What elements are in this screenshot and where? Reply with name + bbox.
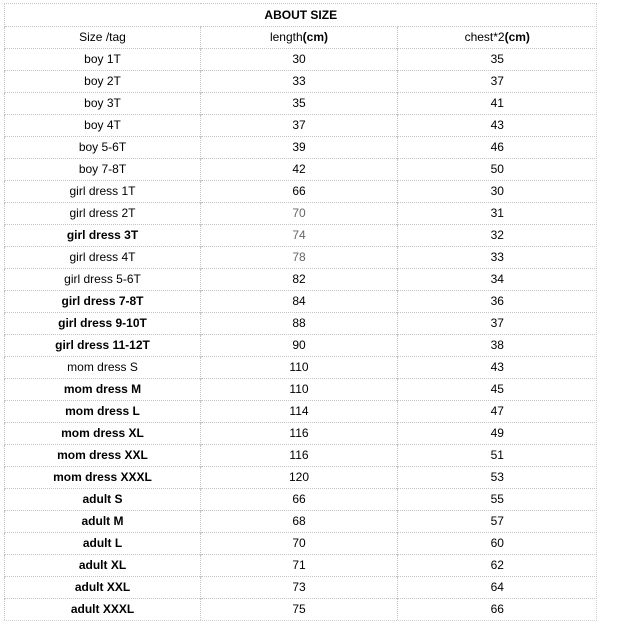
length-cell: 116: [201, 445, 398, 467]
length-cell: 70: [201, 203, 398, 225]
header-length-label: length: [269, 30, 303, 44]
table-row: [5, 203, 597, 225]
length-cell: 42: [201, 159, 398, 181]
chest-cell: 60: [398, 533, 597, 555]
size-tag-cell: mom dress M: [5, 379, 201, 401]
table-row: [5, 71, 597, 93]
chest-cell: 38: [398, 335, 597, 357]
chest-cell: 43: [398, 115, 597, 137]
table-row: [5, 313, 597, 335]
size-tag-cell: boy 7-8T: [5, 159, 201, 181]
table-row: [5, 115, 597, 137]
table-header-row: [5, 27, 597, 49]
size-tag-cell: girl dress 9-10T: [5, 313, 201, 335]
chest-cell: 55: [398, 489, 597, 511]
table-row: [5, 445, 597, 467]
table-row: [5, 335, 597, 357]
size-tag-cell: mom dress L: [5, 401, 201, 423]
table-row: [5, 577, 597, 599]
table-row: [5, 423, 597, 445]
table-title: ABOUT SIZE: [5, 4, 597, 27]
chest-cell: 37: [398, 313, 597, 335]
size-tag-cell: girl dress 4T: [5, 247, 201, 269]
table-row: [5, 159, 597, 181]
length-cell: 120: [201, 467, 398, 489]
size-table: [4, 3, 597, 620]
table-row: [5, 137, 597, 159]
chest-cell: 64: [398, 577, 597, 599]
size-tag-cell: boy 4T: [5, 115, 201, 137]
chest-cell: 51: [398, 445, 597, 467]
table-row: [5, 93, 597, 115]
length-cell: 82: [201, 269, 398, 291]
chest-cell: 43: [398, 357, 597, 379]
header-chest-label: chest*2: [464, 30, 505, 44]
size-tag-cell: mom dress S: [5, 357, 201, 379]
chest-cell: 57: [398, 511, 597, 533]
length-cell: 68: [201, 511, 398, 533]
size-tag-cell: adult XL: [5, 555, 201, 577]
table-row: [5, 555, 597, 577]
chest-cell: 33: [398, 247, 597, 269]
length-cell: 66: [201, 181, 398, 203]
chest-cell: 49: [398, 423, 597, 445]
size-tag-cell: boy 3T: [5, 93, 201, 115]
header-chest: [398, 27, 597, 49]
size-tag-cell: adult XXL: [5, 577, 201, 599]
length-cell: 88: [201, 313, 398, 335]
size-tag-cell: mom dress XXL: [5, 445, 201, 467]
table-row: [5, 225, 597, 247]
chest-cell: 36: [398, 291, 597, 313]
table-title-row: [5, 4, 597, 27]
length-cell: 74: [201, 225, 398, 247]
chest-cell: 30: [398, 181, 597, 203]
chest-cell: 62: [398, 555, 597, 577]
size-tag-cell: adult XXXL: [5, 599, 201, 621]
table-row: [5, 467, 597, 489]
length-cell: 39: [201, 137, 398, 159]
table-row: [5, 511, 597, 533]
chest-cell: 37: [398, 71, 597, 93]
size-tag-cell: adult M: [5, 511, 201, 533]
table-row: [5, 181, 597, 203]
chest-cell: 45: [398, 379, 597, 401]
size-tag-cell: adult S: [5, 489, 201, 511]
length-cell: 84: [201, 291, 398, 313]
length-cell: 33: [201, 71, 398, 93]
size-tag-cell: girl dress 7-8T: [5, 291, 201, 313]
table-row: [5, 533, 597, 555]
length-cell: 90: [201, 335, 398, 357]
size-tag-cell: boy 5-6T: [5, 137, 201, 159]
length-cell: 66: [201, 489, 398, 511]
chest-cell: 31: [398, 203, 597, 225]
size-chart-sheet: [4, 3, 597, 621]
length-cell: 37: [201, 115, 398, 137]
size-tag-cell: girl dress 11-12T: [5, 335, 201, 357]
table-row: [5, 357, 597, 379]
size-tag-cell: mom dress XL: [5, 423, 201, 445]
size-tag-cell: boy 1T: [5, 49, 201, 71]
table-row: [5, 269, 597, 291]
length-cell: 110: [201, 379, 398, 401]
chest-cell: 66: [398, 599, 597, 621]
header-length-unit: (cm): [302, 30, 329, 44]
table-row: [5, 49, 597, 71]
size-table-body: [5, 4, 597, 621]
chest-cell: 35: [398, 49, 597, 71]
size-tag-cell: mom dress XXXL: [5, 467, 201, 489]
table-row: [5, 291, 597, 313]
length-cell: 110: [201, 357, 398, 379]
length-cell: 114: [201, 401, 398, 423]
length-cell: 30: [201, 49, 398, 71]
size-tag-cell: girl dress 3T: [5, 225, 201, 247]
size-tag-cell: girl dress 1T: [5, 181, 201, 203]
header-chest-unit: (cm): [504, 30, 530, 44]
chest-cell: 32: [398, 225, 597, 247]
size-tag-cell: girl dress 2T: [5, 203, 201, 225]
length-cell: 78: [201, 247, 398, 269]
table-row: [5, 599, 597, 621]
table-row: [5, 247, 597, 269]
chest-cell: 46: [398, 137, 597, 159]
header-size-tag: Size /tag: [5, 27, 201, 49]
table-row: [5, 379, 597, 401]
table-row: [5, 401, 597, 423]
chest-cell: 53: [398, 467, 597, 489]
size-tag-cell: girl dress 5-6T: [5, 269, 201, 291]
length-cell: 73: [201, 577, 398, 599]
length-cell: 71: [201, 555, 398, 577]
table-row: [5, 489, 597, 511]
header-length: [201, 27, 398, 49]
length-cell: 35: [201, 93, 398, 115]
length-cell: 116: [201, 423, 398, 445]
length-cell: 70: [201, 533, 398, 555]
size-tag-cell: adult L: [5, 533, 201, 555]
chest-cell: 47: [398, 401, 597, 423]
chest-cell: 34: [398, 269, 597, 291]
chest-cell: 41: [398, 93, 597, 115]
size-tag-cell: boy 2T: [5, 71, 201, 93]
chest-cell: 50: [398, 159, 597, 181]
length-cell: 75: [201, 599, 398, 621]
